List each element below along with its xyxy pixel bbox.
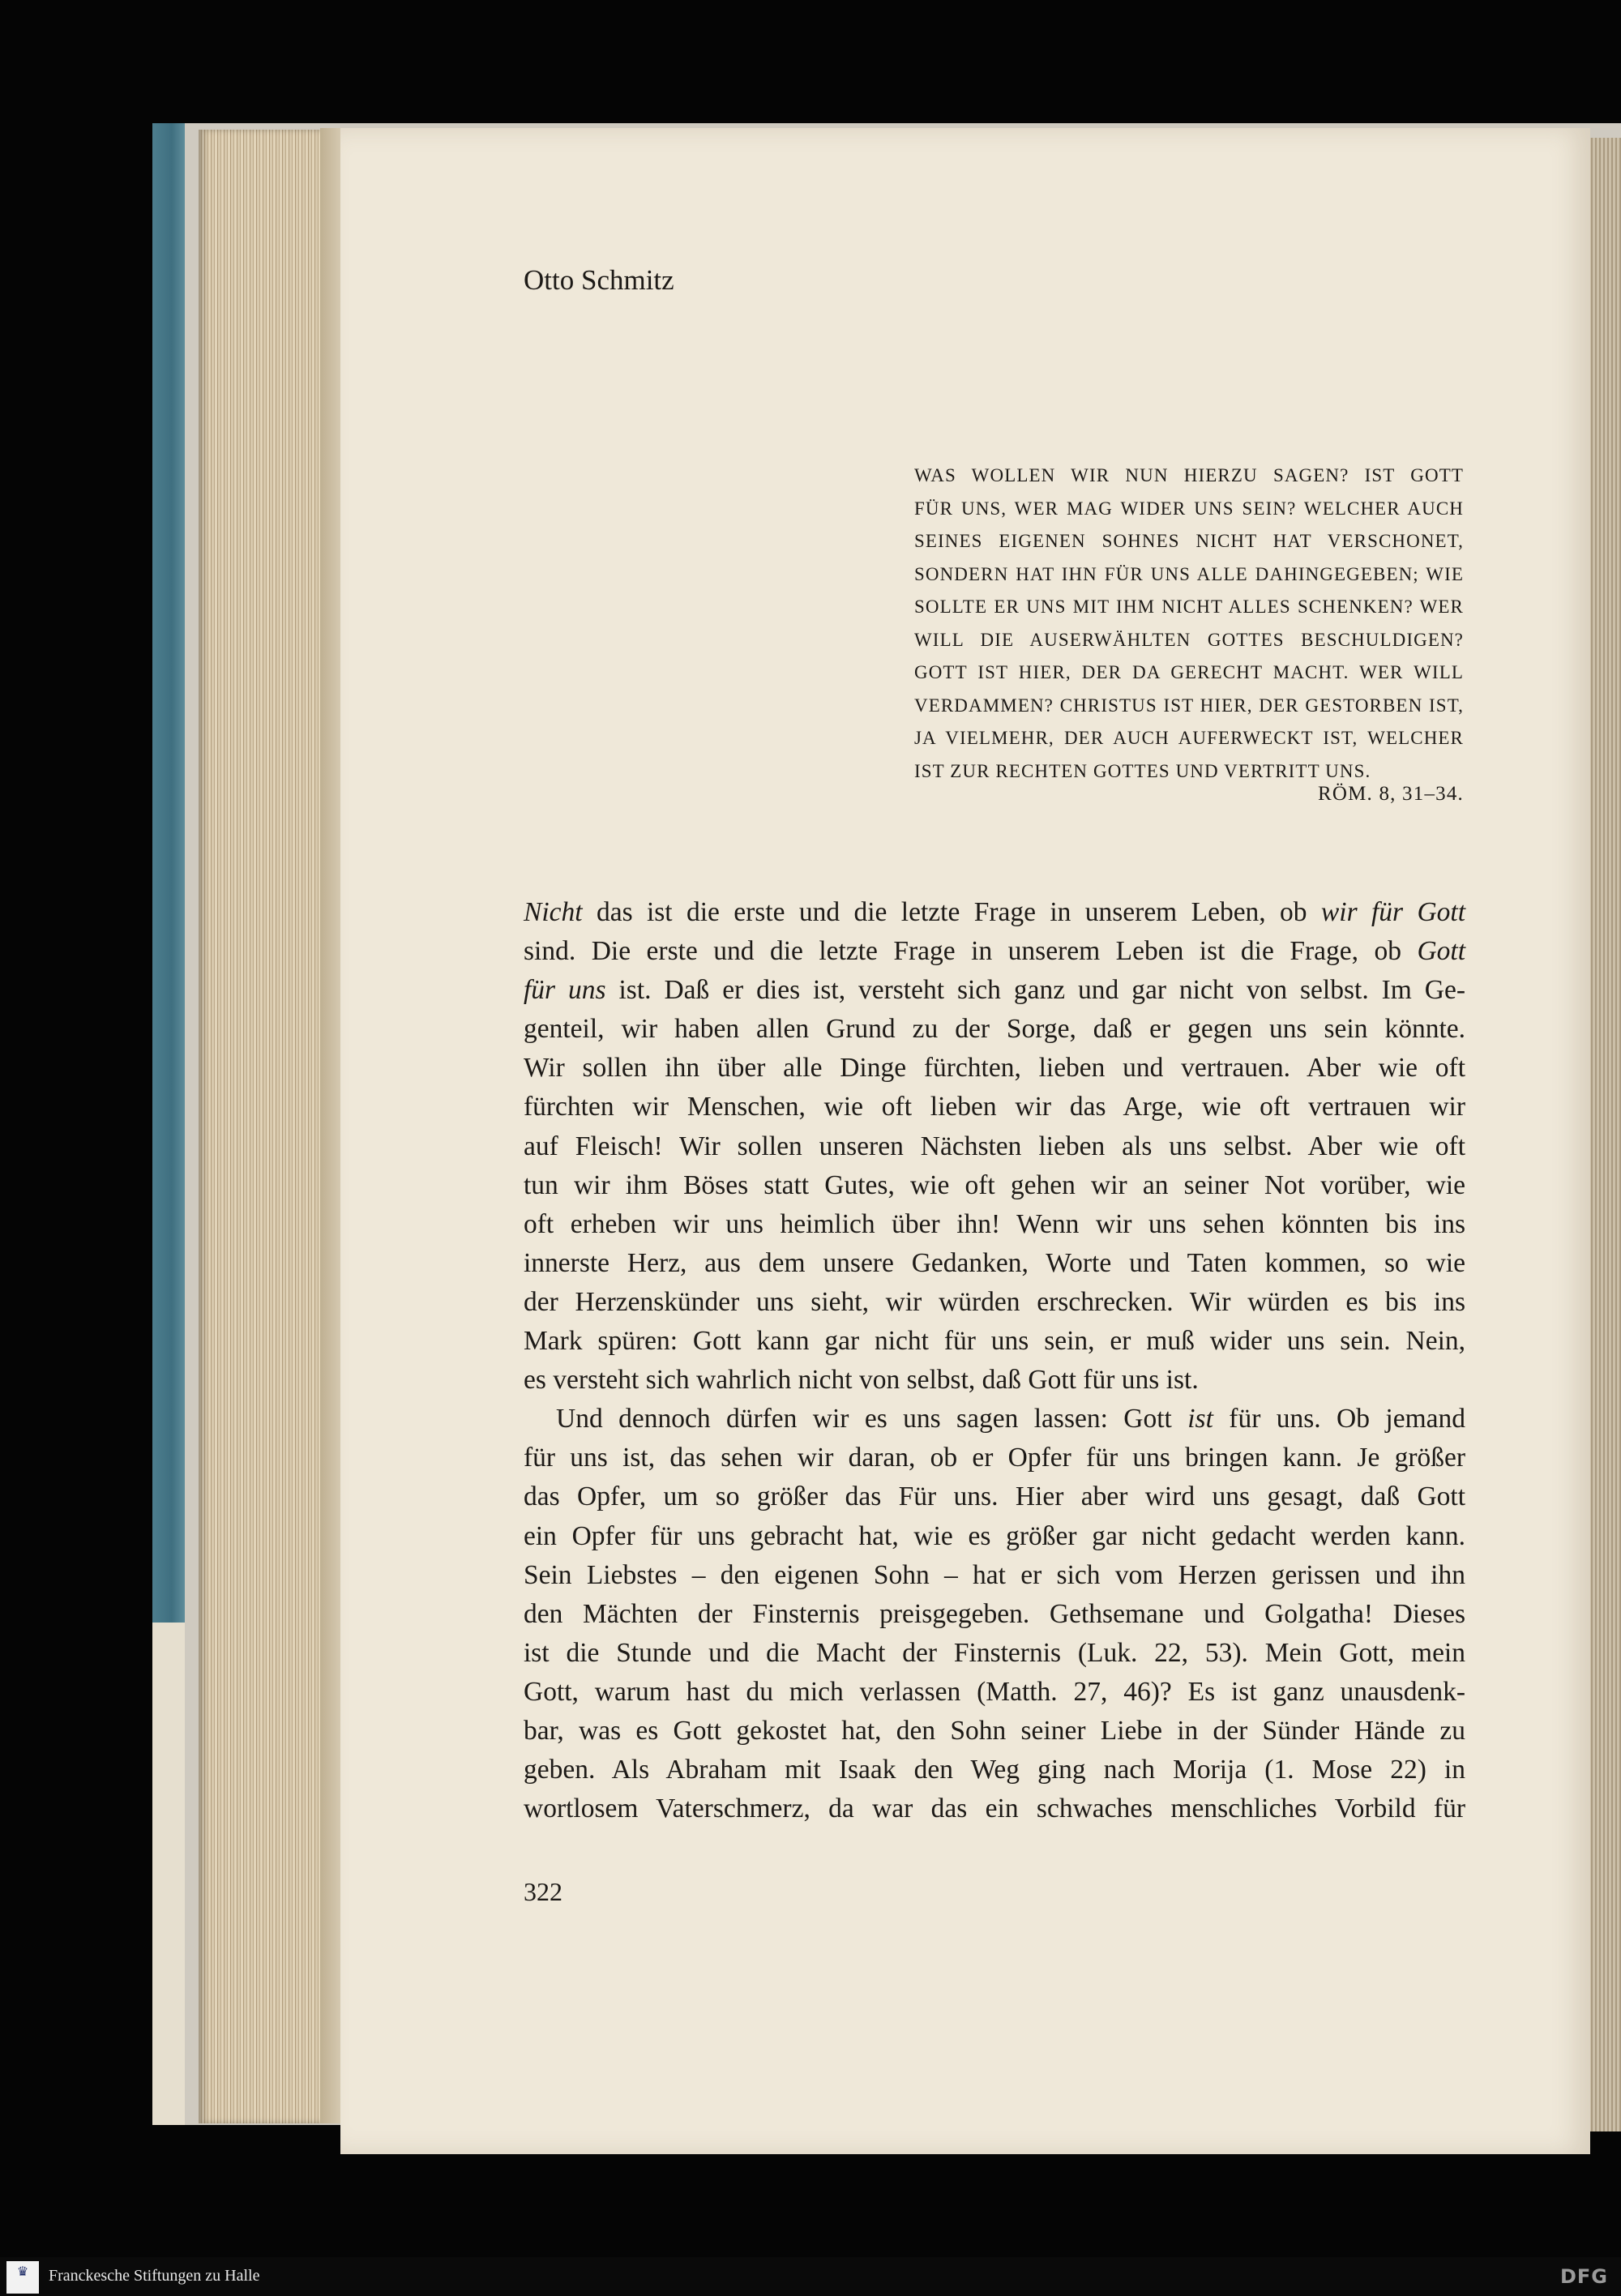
text-line: fürchten wir Menschen, wie oft lieben wir das Arge, wie oft vertrauen wir	[524, 1092, 1465, 1122]
text-line: den Mächten der Finsternis preisgegeben. Gethsemane und Golgatha! Dieses	[524, 1598, 1465, 1629]
text-line: bar, was es Gott gekostet hat, den Sohn seiner Liebe in der Sünder Hände zu	[524, 1715, 1465, 1746]
cover-spine-cloth	[152, 123, 185, 1623]
text-line: genteil, wir haben allen Grund zu der Sorge, daß er gegen uns sein könnte.	[524, 1014, 1465, 1045]
motto-line: SONDERN HAT IHN FÜR UNS ALLE DAHINGEGEBEN; WIE	[914, 563, 1464, 584]
motto-line: GOTT IST HIER, DER DA GERECHT MACHT. WER WILL	[914, 662, 1464, 682]
dfg-logo[interactable]: DFG	[1559, 2265, 1608, 2288]
motto-reference: RÖM. 8, 31–34.	[1317, 783, 1464, 805]
page-number: 322	[524, 1877, 562, 1906]
text-line: Wir sollen ihn über alle Dinge fürchten, lieben und vertrauen. Aber wie oft	[524, 1053, 1465, 1084]
motto-epigraph	[914, 460, 1464, 788]
text-line: das Opfer, um so größer das Für uns. Hier aber wird uns gesagt, daß Gott	[524, 1481, 1465, 1512]
institution-link[interactable]: Franckesche Stiftungen zu Halle	[49, 2267, 260, 2285]
emphasis: ist	[1187, 1404, 1213, 1434]
text-line: es versteht sich wahrlich nicht von selbst, daß Gott für uns ist.	[524, 1365, 1199, 1396]
cover-spine-lower	[152, 1623, 185, 2125]
motto-line: JA VIELMEHR, DER AUCH AUFERWECKT IST, WELCHER	[914, 728, 1464, 748]
text-line: geben. Als Abraham mit Isaak den Weg ging nach Morija (1. Mose 22) in	[524, 1755, 1465, 1785]
motto-line: WILL DIE AUSERWÄHLTEN GOTTES BESCHULDIGEN?	[914, 629, 1464, 650]
text-line: für uns ist, das sehen wir daran, ob er Opfer für uns bringen kann. Je größer	[524, 1443, 1465, 1473]
motto-line: SOLLTE ER UNS MIT IHM NICHT ALLES SCHENKEN? WER	[914, 596, 1464, 617]
text-line: innerste Herz, aus dem unsere Gedanken, Worte und Taten kommen, so wie	[524, 1247, 1465, 1278]
motto-line: IST ZUR RECHTEN GOTTES UND VERTRITT UNS.	[914, 760, 1371, 781]
text-run: sind. Die erste und die letzte Frage in unserem Leben ist die Frage, ob	[524, 936, 1418, 967]
emphasis: wir für Gott	[1320, 897, 1465, 927]
text-line: Mark spüren: Gott kann gar nicht für uns sein, er muß wider uns sein. Nein,	[524, 1326, 1465, 1357]
text-line: wortlosem Vaterschmerz, da war das ein schwaches menschliches Vorbild für	[524, 1794, 1465, 1824]
text-line: Sein Liebstes – den eigenen Sohn – hat er sich vom Herzen gerissen und ihn	[524, 1559, 1465, 1590]
text-run: Und dennoch dürfen wir es uns sagen lassen: Gott	[556, 1404, 1188, 1434]
running-head: Otto Schmitz	[524, 264, 674, 296]
text-run: ist. Daß er dies ist, versteht sich ganz und gar nicht von selbst. Im Ge-	[605, 975, 1465, 1006]
text-line	[524, 932, 1465, 971]
motto-line: WAS WOLLEN WIR NUN HIERZU SAGEN? IST GOTT	[914, 465, 1464, 485]
motto-line: FÜR UNS, WER MAG WIDER UNS SEIN? WELCHER AUCH	[914, 498, 1464, 519]
page-edges	[199, 130, 340, 2123]
text-line: oft erheben wir uns heimlich über ihn! Wenn wir uns sehen könnten bis ins	[524, 1208, 1465, 1239]
text-line	[524, 971, 1465, 1010]
text-line: Gott, warum hast du mich verlassen (Matth. 27, 46)? Es ist ganz unausdenk-	[524, 1676, 1465, 1707]
body-text	[524, 893, 1465, 1828]
emphasis: für uns	[524, 975, 606, 1006]
emphasis: Nicht	[524, 897, 583, 927]
text-line: ein Opfer für uns gebracht hat, wie es größer gar nicht gedacht werden kann.	[524, 1520, 1465, 1551]
motto-line: VERDAMMEN? CHRISTUS IST HIER, DER GESTORBEN IST,	[914, 695, 1464, 716]
text-line: auf Fleisch! Wir sollen unseren Nächsten lieben als uns selbst. Aber wie oft	[524, 1131, 1465, 1161]
text-line: der Herzenskünder uns sieht, wir würden erschrecken. Wir würden es bis ins	[524, 1286, 1465, 1317]
text-line: tun wir ihm Böses statt Gutes, wie oft gehen wir an seiner Not vorüber, wie	[524, 1169, 1465, 1200]
text-line	[524, 893, 1465, 932]
text-line: ist die Stunde und die Macht der Finsternis (Luk. 22, 53). Mein Gott, mein	[524, 1637, 1465, 1668]
francke-foundation-logo-icon[interactable]: ♛	[6, 2261, 39, 2294]
emphasis: Gott	[1417, 936, 1465, 967]
text-run: für uns. Ob jemand	[1213, 1404, 1465, 1434]
text-run: das ist die erste und die letzte Frage in unserem Leben, ob	[582, 897, 1321, 927]
motto-line: SEINES EIGENEN SOHNES NICHT HAT VERSCHONET,	[914, 531, 1464, 551]
text-line	[524, 1400, 1465, 1439]
